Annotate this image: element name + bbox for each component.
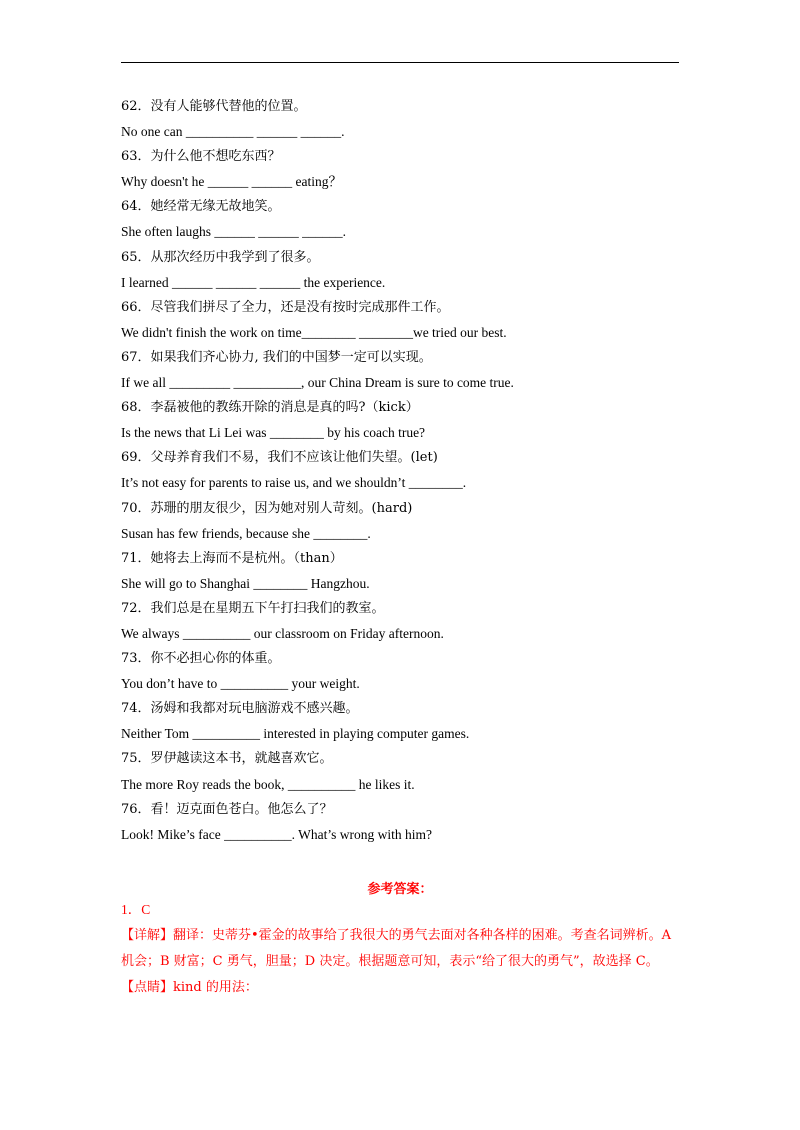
question-74-english: Neither Tom __________ interested in playing computer games.	[121, 726, 470, 742]
question-69-english: It’s not easy for parents to raise us, and we shouldn’t ________.	[121, 475, 467, 491]
question-63-chinese: 63．为什么他不想吃东西？	[121, 149, 281, 165]
question-66-chinese: 66．尽管我们拼尽了全力，还是没有按时完成那件工作。	[121, 299, 450, 315]
question-62-english: No one can __________ ______ ______.	[121, 124, 345, 140]
question-72-chinese: 72．我们总是在星期五下午打扫我们的教室。	[121, 600, 385, 616]
question-72-english: We always __________ our classroom on Friday afternoon.	[121, 625, 444, 641]
question-76-chinese: 76．看！迈克面色苍白。他怎么了？	[121, 801, 333, 817]
question-65-english: I learned ______ ______ ______ the experience.	[121, 274, 386, 290]
question-73-chinese: 73．你不必担心你的体重。	[121, 651, 281, 667]
question-66-english: We didn't finish the work on time________ ________we tried our best.	[121, 324, 507, 340]
question-67-chinese: 67．如果我们齐心协力, 我们的中国梦一定可以实现。	[121, 349, 432, 365]
question-69-chinese: 69．父母养育我们不易，我们不应该让他们失望。(let)	[121, 450, 438, 466]
question-71-english: She will go to Shanghai ________ Hangzhou.	[121, 575, 370, 591]
question-63-english: Why doesn't he ______ ______ eating？	[121, 174, 343, 190]
question-71-chinese: 71．她将去上海而不是杭州。（than）	[121, 550, 343, 566]
question-75-chinese: 75．罗伊越读这本书，就越喜欢它。	[121, 751, 333, 767]
header-rule	[121, 62, 679, 63]
question-75-english: The more Roy reads the book, __________ he likes it.	[121, 776, 415, 792]
answers-section	[121, 897, 681, 1001]
question-76-english: Look! Mike’s face __________. What’s wrong with him?	[121, 826, 432, 842]
question-68-english: Is the news that Li Lei was ________ by his coach true?	[121, 425, 426, 441]
question-64-chinese: 64．她经常无缘无故地笑。	[121, 199, 281, 215]
question-list	[121, 94, 681, 847]
answer-1-number: 1．C	[121, 902, 151, 917]
question-73-english: You don’t have to __________ your weight.	[121, 676, 360, 692]
question-70-english: Susan has few friends, because she ________.	[121, 525, 371, 541]
question-74-chinese: 74．汤姆和我都对玩电脑游戏不感兴趣。	[121, 701, 359, 717]
answer-1-tip: 【点睛】kind 的用法：	[121, 980, 258, 995]
question-67-english: If we all _________ __________, our China Dream is sure to come true.	[121, 375, 514, 391]
answer-1-detail: 【详解】翻译：史蒂芬•霍金的故事给了我很大的勇气去面对各种各样的困难。考查名词辨析。A 机会；B 财富；C 勇气，胆量；D 决定。根据题意可知，表示“给了很大的勇气”，故选择 C。	[121, 928, 672, 969]
question-70-chinese: 70．苏珊的朋友很少，因为她对别人苛刻。(hard)	[121, 500, 413, 516]
question-68-chinese: 68．李磊被他的教练开除的消息是真的吗?（kick）	[121, 400, 419, 416]
question-65-chinese: 65．从那次经历中我学到了很多。	[121, 249, 320, 265]
question-64-english: She often laughs ______ ______ ______.	[121, 224, 346, 240]
question-62-chinese: 62．没有人能够代替他的位置。	[121, 99, 307, 114]
answers-heading: 参考答案：	[367, 882, 433, 897]
